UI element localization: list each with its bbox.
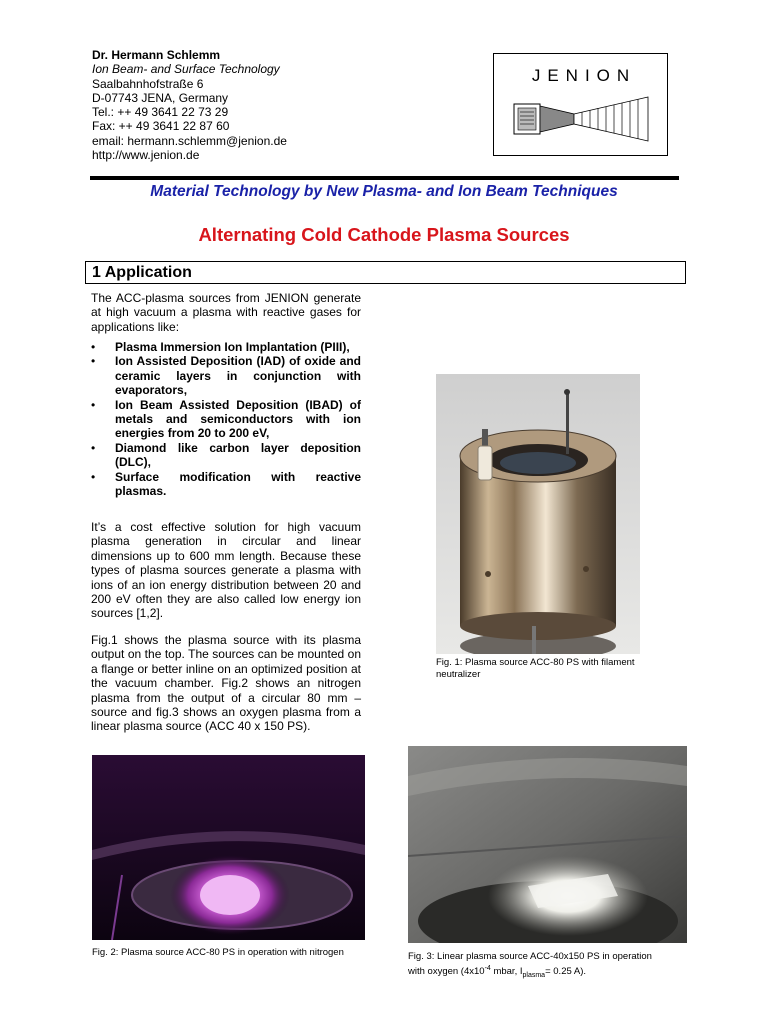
ion-source-icon <box>512 94 652 144</box>
website-link[interactable]: http://www.jenion.de <box>92 148 200 163</box>
list-item: • Diamond like carbon layer deposition (DLC), <box>91 440 361 470</box>
department: Ion Beam- and Surface Technology <box>92 62 280 77</box>
header-rule <box>90 176 679 180</box>
jenion-logo <box>493 53 668 156</box>
fax-number: Fax: ++ 49 3641 22 87 60 <box>92 119 230 134</box>
email-address[interactable]: email: hermann.schlemm@jenion.de <box>92 133 287 148</box>
fig3-photo <box>408 746 687 943</box>
list-item: • Plasma Immersion Ion Implantation (PIII), <box>91 340 350 354</box>
document-title: Alternating Cold Cathode Plasma Sources <box>198 224 570 245</box>
intro-paragraph: The ACC-plasma sources from JENION generate at high vacuum a plasma with reactive gases for applications like: <box>91 291 361 334</box>
fig3-caption-line2: with oxygen ($4x10^{-4}$ mbar, $I_{plasma}= 0.25$ A). <box>408 964 587 979</box>
fig3-caption-line1: Fig. 3: Linear plasma source ACC-40x150 PS in operation <box>408 951 652 962</box>
section-heading: 1 Application <box>85 261 686 284</box>
phone-number: Tel.: ++ 49 3641 22 73 29 <box>92 105 229 120</box>
fig1-photo <box>436 374 640 654</box>
fig1-caption: Fig. 1: Plasma source ACC-80 PS with filament neutralizer <box>436 657 635 680</box>
street-address: Saalbahnhofstraße 6 <box>92 76 204 91</box>
city-address: D-07743 JENA, Germany <box>92 90 229 105</box>
list-item: • Ion Assisted Deposition (IAD) of oxide and ceramic layers in conjunction with evaporators, <box>91 354 361 398</box>
fig2-caption: Fig. 2: Plasma source ACC-80 PS in operation with nitrogen <box>92 947 344 958</box>
tagline: Material Technology by New Plasma- and Ion Beam Techniques <box>150 183 618 200</box>
fig3-caption <box>408 951 698 981</box>
fig2-photo <box>92 755 365 940</box>
logo-text: JENION <box>531 66 637 85</box>
body-paragraph-3: Fig.1 shows the plasma source with its plasma output on the top. The sources can be mounted on a flange or better inline on an optimized position at the vacuum chamber. Fig.2 shows an nitrogen plasma from the output of a circular 80 mm – source and fig.3 shows an oxygen plasma from a linear plasma source (ACC 40 x 150 PS). <box>91 633 361 734</box>
list-item: • Surface modification with reactive plasmas. <box>91 469 361 499</box>
letterhead <box>92 48 287 162</box>
list-item: • Ion Beam Assisted Deposition (IBAD) of metals and semiconductors with ion energies from 20 to 200 eV, <box>91 397 361 441</box>
body-paragraph-2: It’s a cost effective solution for high vacuum plasma generation in circular and linear dimensions up to 600 mm length. Because these types of plasma sources generate a plasma with ions of an ion energy distribution between 20 and 200 eV often they are also called low energy ion sources [1,2]. <box>91 520 361 621</box>
application-list <box>91 340 361 498</box>
author-name: Dr. Hermann Schlemm <box>92 48 221 62</box>
